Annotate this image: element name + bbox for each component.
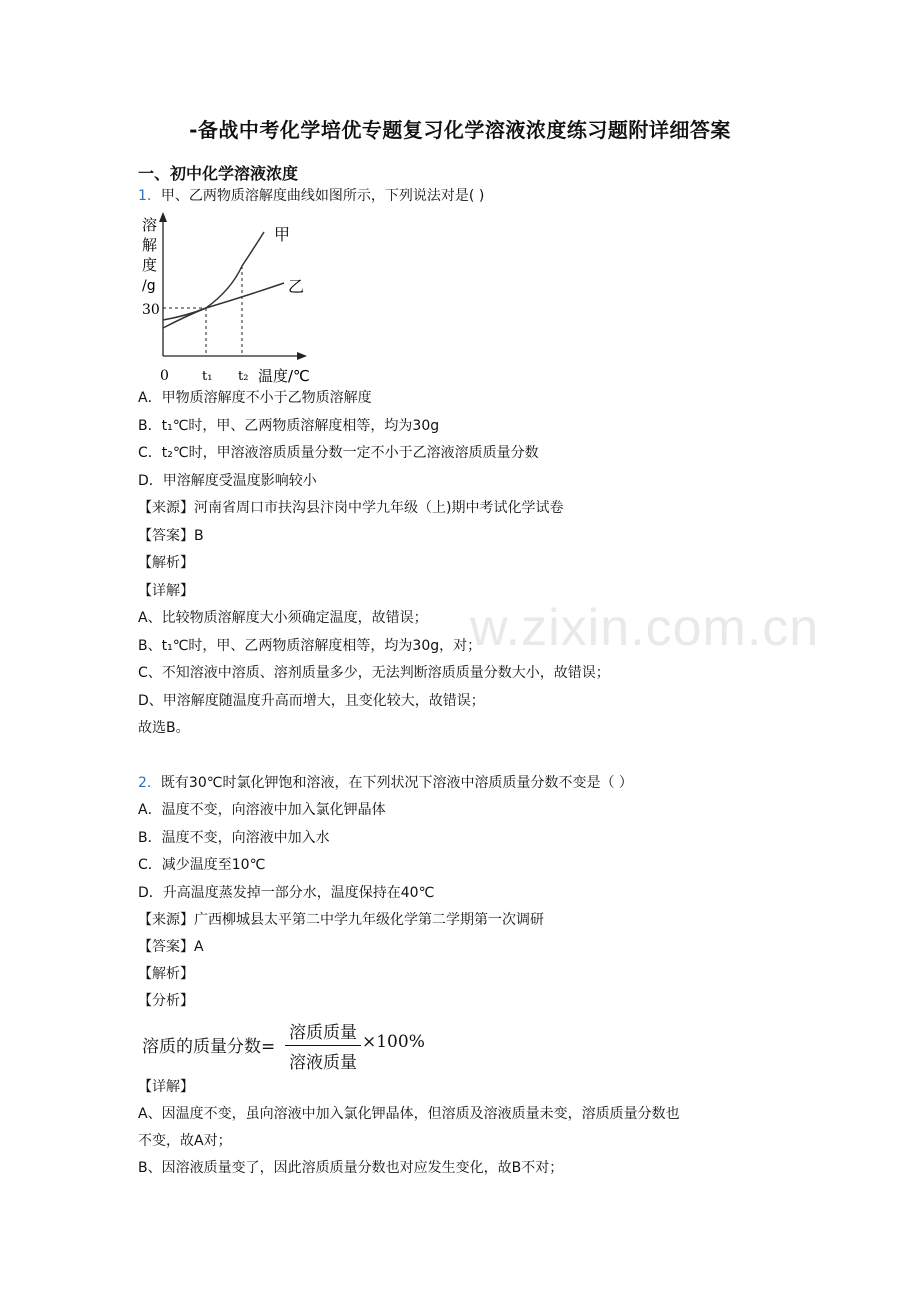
y-label-char: 溶 <box>142 216 158 234</box>
formula-lhs: 溶质的质量分数= <box>142 1037 276 1057</box>
option-a: A．温度不变，向溶液中加入氯化钾晶体 <box>138 802 386 818</box>
option-d: D．甲溶解度受温度影响较小 <box>138 473 317 489</box>
y-tick-30: 30 <box>142 302 160 318</box>
detail-label: 【详解】 <box>138 1079 194 1095</box>
detail-label: 【详解】 <box>138 583 194 599</box>
detail-line: C、不知溶液中溶质、溶剂质量多少，无法判断溶质质量分数大小，故错误； <box>138 665 610 681</box>
watermark: w.zixin.com.cn <box>470 599 820 657</box>
x-tick-t2: t₂ <box>238 369 249 384</box>
detail-line: 不变，故A对； <box>138 1133 232 1149</box>
option-d: D．升高温度蒸发掉一部分水，温度保持在40℃ <box>138 885 435 901</box>
detail-line: A、因温度不变，虽向溶液中加入氯化钾晶体，但溶质及溶液质量未变，溶质质量分数也 <box>138 1106 680 1122</box>
formula-numerator: 溶质质量 <box>285 1018 361 1046</box>
curve-yi <box>163 283 284 328</box>
series-label-jia: 甲 <box>274 225 291 244</box>
question-2-stem <box>138 773 633 793</box>
curve-jia <box>163 232 264 320</box>
option-a: A．甲物质溶解度不小于乙物质溶解度 <box>138 390 372 406</box>
detail-line: B、t₁℃时，甲、乙两物质溶解度相等，均为30g，对； <box>138 638 482 654</box>
option-c: C．减少温度至10℃ <box>138 857 266 873</box>
detail-line: B、因溶液质量变了，因此溶质质量分数也对应发生变化，故B不对； <box>138 1160 564 1176</box>
option-b: B．温度不变，向溶液中加入水 <box>138 830 330 846</box>
y-label-char: /g <box>142 278 156 294</box>
formula-rhs: ×100% <box>362 1032 425 1052</box>
detail-line: D、甲溶解度随温度升高而增大，且变化较大，故错误； <box>138 693 485 709</box>
fenxi-label: 【分析】 <box>138 993 194 1009</box>
x-axis-label: 温度/℃ <box>258 367 310 385</box>
x-tick-t1: t₁ <box>202 369 213 384</box>
analysis-label: 【解析】 <box>138 555 194 571</box>
section-heading: 一、初中化学溶液浓度 <box>138 164 299 183</box>
detail-line: A、比较物质溶解度大小须确定温度，故错误； <box>138 610 428 626</box>
y-label-char: 度 <box>142 256 158 274</box>
option-b: B．t₁℃时，甲、乙两物质溶解度相等，均为30g <box>138 418 440 434</box>
answer: 【答案】A <box>138 939 204 955</box>
question-1-stem <box>138 186 484 206</box>
question-text: 甲、乙两物质溶解度曲线如图所示，下列说法对是( ) <box>160 188 485 204</box>
question-number: 2． <box>138 775 161 791</box>
page-title: -备战中考化学培优专题复习化学溶液浓度练习题附详细答案 <box>189 118 731 142</box>
series-label-yi: 乙 <box>288 277 305 296</box>
source: 【来源】广西柳城县太平第二中学九年级化学第二学期第一次调研 <box>138 912 544 928</box>
y-axis-arrow <box>159 212 167 222</box>
detail-line: 故选B。 <box>138 720 190 736</box>
source: 【来源】河南省周口市扶沟县汴岗中学九年级（上)期中考试化学试卷 <box>138 500 564 516</box>
question-text: 既有30℃时氯化钾饱和溶液，在下列状况下溶液中溶质质量分数不变是（ ） <box>160 775 633 791</box>
answer: 【答案】B <box>138 528 204 544</box>
y-label-char: 解 <box>142 236 158 254</box>
option-c: C．t₂℃时，甲溶液溶质质量分数一定不小于乙溶液溶质质量分数 <box>138 445 539 461</box>
formula-fraction <box>285 1018 361 1073</box>
formula-denominator: 溶液质量 <box>289 1053 357 1073</box>
analysis-label: 【解析】 <box>138 966 194 982</box>
question-number: 1． <box>138 188 161 204</box>
x-axis-arrow <box>297 352 307 360</box>
origin-label: 0 <box>160 368 169 384</box>
solubility-chart <box>136 208 316 386</box>
